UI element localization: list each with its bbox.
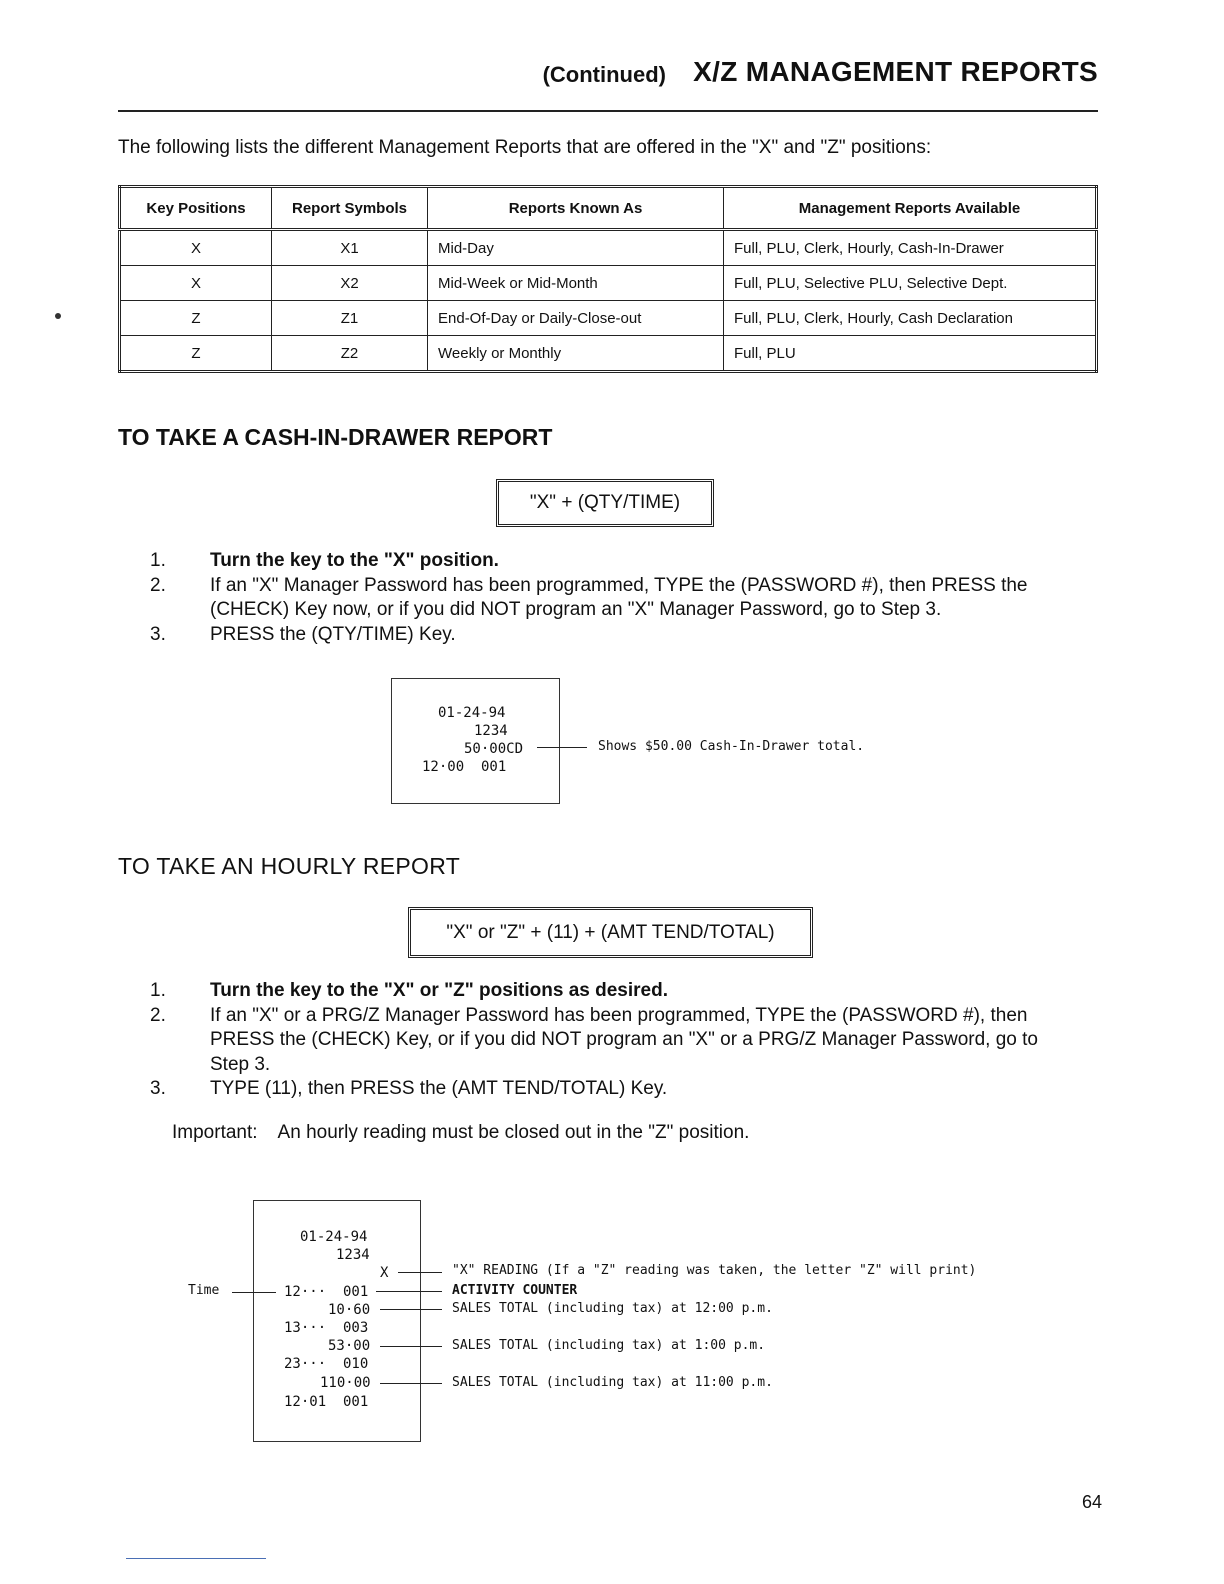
receipt-cash-in-drawer: [391, 678, 560, 804]
receipt-annotation: SALES TOTAL (including tax) at 1:00 p.m.: [452, 1338, 766, 1353]
leader-line: [380, 1383, 442, 1384]
step-text: If an "X" or a PRG/Z Manager Password has been programmed, TYPE the (PASSWORD #), then PRESS the (CHECK) Key, or if you did NOT program an "X" or a PRG/Z Manager Password, go to Step 3.: [210, 1004, 1038, 1075]
receipt-hourly: [253, 1200, 421, 1442]
important-note: [172, 1122, 749, 1144]
important-label: Important:: [172, 1122, 258, 1143]
table-cell: X1: [272, 230, 428, 266]
step-number: 1.: [150, 550, 166, 571]
step-text: Turn the key to the "X" or "Z" positions as desired.: [210, 980, 668, 1001]
receipt-line: 12·00 001: [422, 759, 507, 775]
key-sequence-box: "X" + (QTY/TIME): [496, 479, 714, 527]
intro-text: The following lists the different Management Reports that are offered in the "X" and "Z" positions:: [118, 137, 932, 158]
receipt-line: 10·60: [328, 1302, 371, 1318]
steps-list: [150, 979, 1070, 1102]
step-number: 1.: [150, 980, 166, 1001]
table-cell: X: [120, 230, 272, 266]
reports-table: [118, 185, 1098, 373]
section-title-hourly: TO TAKE AN HOURLY REPORT: [118, 853, 461, 879]
receipt-line: 01-24-94: [438, 705, 506, 721]
column-header: Key Positions: [120, 187, 272, 230]
receipt-line: 110·00: [320, 1375, 371, 1391]
step-text: Turn the key to the "X" position.: [210, 550, 499, 571]
receipt-line: 53·00: [328, 1338, 371, 1354]
table-cell: Z1: [272, 301, 428, 336]
column-header: Reports Known As: [428, 187, 724, 230]
table-cell: Full, PLU, Clerk, Hourly, Cash-In-Drawer: [724, 230, 1097, 266]
receipt-line: 23··· 010: [284, 1356, 369, 1372]
receipt-line: 1234: [474, 723, 508, 739]
receipt-line: 12·01 001: [284, 1394, 369, 1410]
receipt-annotation: Shows $50.00 Cash-In-Drawer total.: [598, 739, 865, 754]
list-item: [150, 549, 1070, 574]
receipt-annotation: "X" READING (If a "Z" reading was taken, the letter "Z" will print): [452, 1263, 977, 1278]
list-item: [150, 1004, 1070, 1078]
section-title-cash-in-drawer: TO TAKE A CASH-IN-DRAWER REPORT: [118, 424, 553, 450]
page-number: 64: [1082, 1492, 1103, 1512]
table-cell: Full, PLU: [724, 336, 1097, 372]
list-item: [150, 574, 1070, 623]
table-cell: X2: [272, 266, 428, 301]
leader-line: [380, 1309, 442, 1310]
step-text: If an "X" Manager Password has been programmed, TYPE the (PASSWORD #), then PRESS the (CHECK) Key now, or if you did NOT program an "X" Manager Password, go to Step 3.: [210, 574, 1028, 620]
important-text: An hourly reading must be closed out in the "Z" position.: [277, 1122, 750, 1143]
table-cell: Mid-Week or Mid-Month: [428, 266, 724, 301]
leader-line: [380, 1346, 442, 1347]
list-item: [150, 979, 1070, 1004]
list-item: [150, 623, 1070, 648]
step-text: TYPE (11), then PRESS the (AMT TEND/TOTAL) Key.: [210, 1078, 668, 1099]
table-cell: Full, PLU, Clerk, Hourly, Cash Declaration: [724, 301, 1097, 336]
table-row: [120, 266, 1097, 301]
steps-list: [150, 549, 1070, 647]
receipt-annotation: ACTIVITY COUNTER: [452, 1283, 578, 1298]
table-cell: Full, PLU, Selective PLU, Selective Dept.: [724, 266, 1097, 301]
list-item: [150, 1077, 1070, 1102]
receipt-annotation: SALES TOTAL (including tax) at 12:00 p.m.: [452, 1301, 773, 1316]
step-number: 2.: [150, 574, 166, 596]
leader-line: [398, 1272, 442, 1273]
table-cell: Z: [120, 336, 272, 372]
key-sequence-box: "X" or "Z" + (11) + (AMT TEND/TOTAL): [408, 907, 813, 958]
table-cell: Weekly or Monthly: [428, 336, 724, 372]
column-header: Report Symbols: [272, 187, 428, 230]
continued-label: (Continued): [542, 62, 666, 87]
page-title: X/Z MANAGEMENT REPORTS: [693, 56, 1098, 87]
table-row: [120, 230, 1097, 266]
receipt-line: 12··· 001: [284, 1284, 369, 1300]
column-header: Management Reports Available: [724, 187, 1097, 230]
receipt-line: 1234: [336, 1247, 370, 1263]
leader-line: [537, 747, 587, 748]
table-cell: X: [120, 266, 272, 301]
step-number: 3.: [150, 1078, 166, 1099]
receipt-annotation: SALES TOTAL (including tax) at 11:00 p.m.: [452, 1375, 773, 1390]
receipt-line: 50·00CD: [464, 741, 524, 757]
leader-line: [232, 1292, 276, 1293]
table-row: [120, 301, 1097, 336]
receipt-line: 01-24-94: [300, 1229, 368, 1245]
table-cell: Mid-Day: [428, 230, 724, 266]
receipt-line: X: [380, 1265, 389, 1281]
step-text: PRESS the (QTY/TIME) Key.: [210, 623, 456, 645]
time-label: Time: [188, 1283, 220, 1298]
table-cell: End-Of-Day or Daily-Close-out: [428, 301, 724, 336]
scan-dot: [55, 313, 61, 319]
receipt-line: 13··· 003: [284, 1320, 369, 1336]
table-cell: Z: [120, 301, 272, 336]
step-number: 2.: [150, 1004, 166, 1026]
step-number: 3.: [150, 623, 166, 645]
table-header-row: [120, 187, 1097, 230]
table-row: [120, 336, 1097, 372]
page-header: [118, 52, 1098, 112]
leader-line: [376, 1291, 442, 1292]
table-cell: Z2: [272, 336, 428, 372]
footer-rule: [126, 1558, 266, 1559]
